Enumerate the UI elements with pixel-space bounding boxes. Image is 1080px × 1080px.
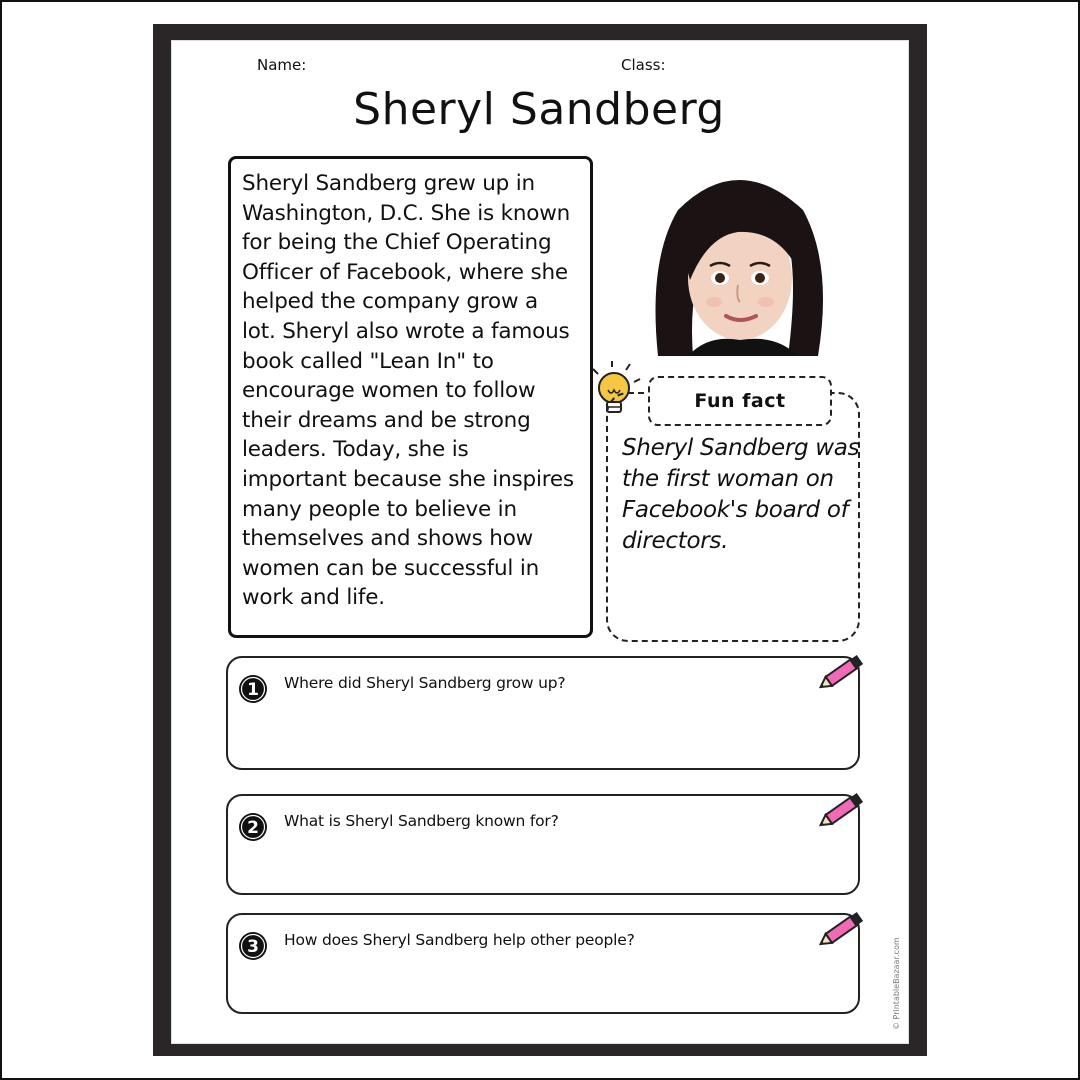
fun-fact-heading: [648, 376, 832, 426]
question-box-2[interactable]: [226, 794, 860, 895]
site-credit: © PrintableBazaar.com: [892, 937, 901, 1030]
fun-fact-text: Sheryl Sandberg was the first woman on Facebook's board of directors.: [622, 435, 860, 554]
question-text-1: Where did Sheryl Sandberg grow up?: [284, 674, 566, 692]
question-text-3: How does Sheryl Sandberg help other people?: [284, 931, 635, 949]
bio-text-box: [228, 156, 593, 638]
number-1-badge-icon: [238, 674, 268, 704]
page-title: Sheryl Sandberg: [353, 84, 725, 135]
fun-fact-heading-text: Fun fact: [694, 390, 786, 412]
class-label: Class:: [621, 56, 666, 74]
question-number-3: 3: [247, 937, 259, 957]
question-number-1: 1: [247, 680, 259, 700]
question-number-2: 2: [247, 818, 259, 838]
pencil-icon: [818, 788, 868, 832]
question-text-2: What is Sheryl Sandberg known for?: [284, 812, 559, 830]
name-label: Name:: [257, 56, 307, 74]
number-3-badge-icon: [238, 931, 268, 961]
question-box-3[interactable]: [226, 913, 860, 1014]
number-2-badge-icon: [238, 812, 268, 842]
bio-text: Sheryl Sandberg grew up in Washington, D.C. She is known for being the Chief Operating Officer of Facebook, where she helped the company grow a lot. Sheryl also wrote a famous book called "Lean In" to encourage women to follow their dreams and be strong leaders. Today, she is important because she inspires many people to believe in themselves and shows how women can be successful in work and life.: [242, 171, 574, 611]
pencil-icon: [818, 907, 868, 951]
portrait-illustration: [648, 170, 830, 356]
pencil-icon: [818, 650, 868, 694]
question-box-1[interactable]: [226, 656, 860, 770]
